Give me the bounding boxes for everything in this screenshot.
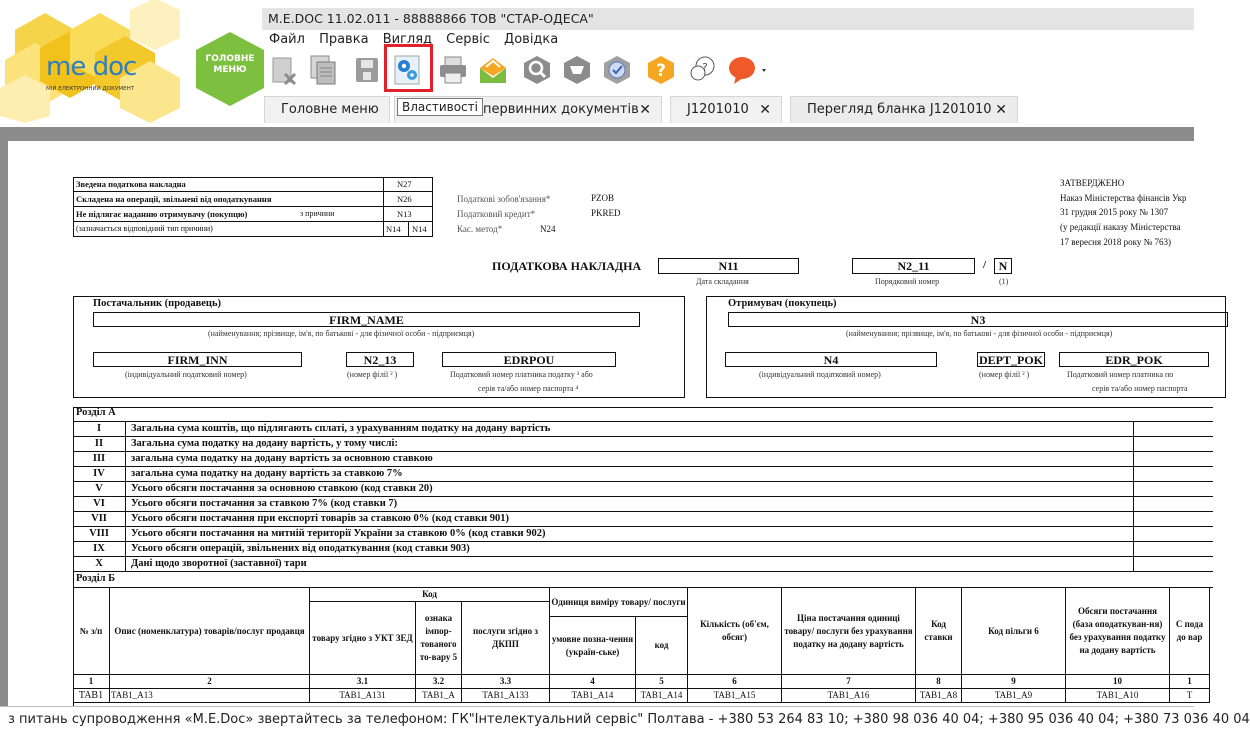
logo-tagline: МІЙ ЕЛЕКТРОННИЙ ДОКУМЕНТ (46, 86, 135, 92)
col-number: 3.3 (462, 675, 550, 689)
seller-inn-field[interactable]: FIRM_INN (93, 352, 302, 367)
inbox-icon (561, 54, 593, 86)
col-header-volume: Обсяги постачання (база оподаткуван-ня) без урахування податку на додану вартість (1066, 588, 1170, 675)
row-text: Усього обсяги постачання за основною ставкою (код ставки 20) (131, 483, 433, 494)
seller-edrpou-hint: Податковий номер платника податку ³ або (450, 370, 593, 379)
divider (73, 221, 433, 222)
approved-line: (у редакції наказу Міністерства (1060, 222, 1181, 232)
buyer-inn-hint: (індивідуальний податковий номер) (759, 370, 881, 379)
buyer-edr-field[interactable]: EDR_POK (1059, 352, 1209, 367)
tax-credit-code: PKRED (591, 208, 621, 218)
divider (1133, 497, 1134, 512)
svg-text:?: ? (702, 62, 708, 73)
n-label: (1) (999, 277, 1009, 286)
section-a-row (73, 422, 1213, 437)
help-button[interactable] (642, 52, 680, 88)
col-header-qty: Кількість (об'єм, обсяг) (688, 588, 782, 675)
row-text: загальна сума податку на додану вартість за ставкою 7% (131, 468, 403, 479)
row-number: VI (73, 497, 126, 512)
table-cell[interactable]: TAB1_A14 (636, 689, 688, 703)
not-provided-label: Не підлягає наданню отримувачу (покупцю) (76, 209, 248, 219)
buyer-name-field[interactable]: N3 (728, 312, 1228, 327)
seller-name-hint: (найменування; прізвище, ім'я, по батькові - для фізичної особи - підприємця) (208, 329, 475, 338)
row-text: Дані щодо зворотної (заставної) тари (131, 558, 307, 569)
tab-label: первинних документів (483, 102, 639, 117)
table-cell[interactable]: TAB1 (73, 689, 110, 703)
table-cell[interactable]: TAB1_A13 (110, 689, 310, 703)
save-button[interactable] (348, 52, 386, 88)
code-n26: N26 (397, 194, 412, 204)
table-cell[interactable]: TAB1_A131 (310, 689, 416, 703)
divider (1133, 422, 1134, 437)
print-icon (437, 54, 469, 86)
col-number: 6 (688, 675, 782, 689)
buyer-inn-field[interactable]: N4 (725, 352, 937, 367)
tax-credit-label: Податковий кредит* (457, 209, 536, 219)
seller-inn-hint: (індивідуальний податковий номер) (125, 370, 247, 379)
app-header (0, 0, 1194, 127)
col-number: 10 (1066, 675, 1170, 689)
approved-line: ЗАТВЕРДЖЕНО (1060, 178, 1125, 188)
highlight-box (384, 44, 433, 92)
close-icon[interactable]: ✕ (995, 102, 1007, 118)
divider (383, 177, 384, 237)
divider (1133, 527, 1134, 542)
date-label: Дата складання (696, 277, 749, 286)
buyer-edr-hint: Податковий номер платника по (1067, 370, 1174, 379)
support-phones-text: з питань супроводження «M.E.Doc» звертайтесь за телефоном: ГК"Інтелектуальний сервіс" Полтава - +380 53 264 83 10; +380 98 036 40 04; +380 95 036 40 04; +380 73 036 40 04 (8, 712, 1250, 727)
col-header-import-sign: ознака імпор-тованого то-вару 5 (416, 602, 462, 675)
divider (73, 206, 433, 207)
seller-heading: Постачальник (продавець) (93, 298, 221, 309)
cash-method-code: N24 (540, 224, 556, 234)
section-a-row (73, 467, 1213, 482)
row-text: Загальна сума податку на додану вартість, у тому числі: (131, 438, 398, 449)
col-number: 1 (73, 675, 110, 689)
row-number: X (73, 557, 126, 572)
logo-brand: me doc (46, 52, 137, 82)
menu-file[interactable]: Файл (269, 32, 305, 47)
col-number: 8 (916, 675, 962, 689)
tab-label: Головне меню (281, 102, 379, 117)
buyer-branch-field[interactable]: DEPT_POK (978, 353, 1043, 367)
window-title: M.E.DOC 11.02.011 - 88888866 ТОВ "СТАР-ОДЕСА" (262, 8, 1194, 30)
table-cell[interactable]: TAB1_A10 (1066, 689, 1170, 703)
table-cell[interactable]: TAB1_A14 (550, 689, 636, 703)
tab-label: Перегляд бланка J1201010 (807, 102, 992, 117)
main-menu-label: ГОЛОВНЕ МЕНЮ (205, 54, 255, 75)
menu-edit[interactable]: Правка (319, 32, 369, 47)
col-header-desc: Опис (номенклатура) товарів/послуг продавця (110, 588, 310, 675)
col-header-dkpp: послуги згідно з ДКПП (462, 602, 550, 675)
section-a-row (73, 512, 1213, 527)
row-text: Усього обсяги постачання на митній території України за ставкою 0% (код ставки 902) (131, 528, 546, 539)
check-button[interactable] (598, 52, 636, 88)
col-number: 2 (110, 675, 310, 689)
buyer-branch-hint: (номер філії ² ) (979, 370, 1030, 379)
inbox-button[interactable] (558, 52, 596, 88)
row-number: IX (73, 542, 126, 557)
code-n14-2: N14 (412, 224, 427, 234)
table-cell[interactable]: TAB1_A133 (462, 689, 550, 703)
send-button[interactable] (474, 52, 512, 88)
approved-line: 17 вересня 2018 року № 763) (1060, 237, 1171, 247)
delete-doc-button[interactable] (264, 52, 302, 88)
date-field[interactable]: N11 (658, 258, 799, 274)
consolidated-label: Зведена податкова накладна (76, 179, 186, 189)
col-number: 9 (962, 675, 1066, 689)
tab-form-preview[interactable] (790, 96, 1018, 123)
col-header-unit: Одиниця виміру товару/ послуги (550, 588, 688, 617)
seller-edrpou-hint: серія та/або номер паспорта ⁴ (478, 384, 579, 393)
reason-label: з причини (300, 209, 335, 218)
n-field[interactable]: N (994, 258, 1012, 274)
row-text: Усього обсяги постачання за ставкою 7% (код ставки 7) (131, 498, 398, 509)
row-number: VII (73, 512, 126, 527)
code-n27: N27 (397, 179, 412, 189)
table-cell[interactable]: TAB1_A (416, 689, 462, 703)
section-b-heading: Розділ Б (76, 573, 116, 584)
search-icon (521, 54, 553, 86)
section-a-row (73, 542, 1213, 557)
code-n13: N13 (397, 209, 412, 219)
delete-doc-icon (267, 54, 299, 86)
menu-view[interactable]: Вигляд (382, 32, 433, 47)
divider (1133, 467, 1134, 482)
tab-label: J1201010 (687, 102, 749, 117)
row-text: Загальна сума коштів, що підлягають сплаті, з урахуванням податку на додану вартість (131, 423, 551, 434)
approved-line: 31 грудня 2015 року № 1307 (1060, 207, 1169, 217)
search-button[interactable] (518, 52, 556, 88)
col-header-ukt: товару згідно з УКТ ЗЕД (310, 602, 416, 675)
col-header-num: № з/п (73, 588, 110, 675)
row-number: VIII (73, 527, 126, 542)
document-viewer[interactable] (0, 127, 1204, 706)
menu-service[interactable]: Сервіс (446, 32, 490, 47)
help-icon (645, 54, 677, 86)
tab-j1201010[interactable] (670, 96, 782, 123)
reason-type-label: (зазначається відповідний тип причини) (76, 224, 213, 233)
divider (73, 191, 433, 192)
divider (1133, 542, 1134, 557)
row-text: загальна сума податку на додану вартість за основною ставкою (131, 453, 433, 464)
row-number: IV (73, 467, 126, 482)
col-number: 4 (550, 675, 636, 689)
document-page (8, 141, 1208, 721)
copy-doc-icon (307, 54, 339, 86)
divider (1133, 512, 1134, 527)
check-badge-icon (601, 54, 633, 86)
slash: / (983, 259, 987, 271)
tooltip: Властивості (397, 98, 483, 116)
document-title: ПОДАТКОВА НАКЛАДНА (492, 259, 642, 273)
row-number: V (73, 482, 126, 497)
section-a-row (73, 557, 1213, 572)
table-cell[interactable]: TAB1_A15 (688, 689, 782, 703)
toolbar (262, 50, 802, 90)
copy-doc-button[interactable] (304, 52, 342, 88)
print-button[interactable] (434, 52, 472, 88)
col-header-extra: С пода до вар (1170, 588, 1210, 675)
tax-obligation-label: Податкові зобов'язання* (457, 194, 551, 204)
col-number: 1 (1170, 675, 1210, 689)
tax-invoice-form (28, 141, 1208, 721)
row-text: Усього обсяги постачання при експорті товарів за ставкою 0% (код ставки 901) (131, 513, 509, 524)
col-number: 3.2 (416, 675, 462, 689)
chat-icon (687, 54, 719, 86)
col-header-benefit: Код пільги 6 (962, 588, 1066, 675)
close-icon[interactable]: ✕ (639, 102, 651, 118)
svg-text:?: ? (656, 61, 666, 81)
number-label: Порядковий номер (875, 277, 940, 286)
notifications-button[interactable] (724, 52, 772, 88)
code-n14: N14 (386, 224, 401, 234)
table-cell[interactable]: TAB1_A9 (962, 689, 1066, 703)
section-a-row (73, 527, 1213, 542)
col-header-unit-name: умовне позна-чення (україн-ське) (550, 617, 636, 675)
buyer-name-hint: (найменування; прізвище, ім'я, по батькові - для фізичної особи - підприємця) (846, 329, 1113, 338)
seller-branch-hint: (номер філії ² ) (347, 370, 398, 379)
seller-edrpou-field[interactable]: EDRPOU (442, 352, 616, 367)
col-header-price: Ціна постачання одиниці товару/ послуги без урахування податку на додану вартість (782, 588, 916, 675)
seller-name-field[interactable]: FIRM_NAME (93, 312, 640, 327)
tax-obligation-code: PZOB (591, 193, 615, 203)
chat-button[interactable] (684, 52, 722, 88)
divider (73, 407, 1213, 408)
buyer-edr-hint: серія та/або номер паспорта (1092, 384, 1188, 393)
divider (1133, 437, 1134, 452)
section-a-row (73, 482, 1213, 497)
section-a-row (73, 452, 1213, 467)
section-a-heading: Розділ А (76, 407, 116, 418)
close-icon[interactable]: ✕ (759, 102, 771, 118)
buyer-heading: Отримувач (покупець) (728, 298, 837, 309)
row-number: II (73, 437, 126, 452)
approved-line: Наказ Міністерства фінансів Укр (1060, 193, 1187, 203)
col-header-rate: Код ставки (916, 588, 962, 675)
table-cell[interactable]: TAB1_A16 (782, 689, 916, 703)
col-header-unit-code: код (636, 617, 688, 675)
table-cell[interactable]: T (1170, 689, 1210, 703)
exempt-label: Складена на операції, звільнені від оподаткування (76, 194, 272, 204)
divider (1133, 482, 1134, 497)
col-header-code: Код (310, 588, 550, 602)
col-number: 7 (782, 675, 916, 689)
save-icon (351, 54, 383, 86)
status-bar (0, 706, 1250, 732)
row-number: III (73, 452, 126, 467)
row-text: Усього обсяги операцій, звільнених від оподаткування (код ставки 903) (131, 543, 470, 554)
col-number: 5 (636, 675, 688, 689)
cash-method-label: Кас. метод* (457, 224, 503, 234)
table-cell[interactable]: TAB1_A8 (916, 689, 962, 703)
row-number: I (73, 422, 126, 437)
tab-main-menu[interactable] (264, 96, 390, 123)
section-a-row (73, 437, 1213, 452)
notifications-icon (726, 54, 770, 86)
menu-help[interactable]: Довідка (504, 32, 559, 47)
col-number: 3.1 (310, 675, 416, 689)
number-field[interactable]: N2_11 (852, 258, 975, 274)
divider (1133, 557, 1134, 572)
divider (1133, 452, 1134, 467)
section-a-row (73, 497, 1213, 512)
divider (408, 221, 409, 237)
seller-branch-field[interactable]: N2_13 (346, 352, 414, 367)
send-icon (477, 54, 509, 86)
